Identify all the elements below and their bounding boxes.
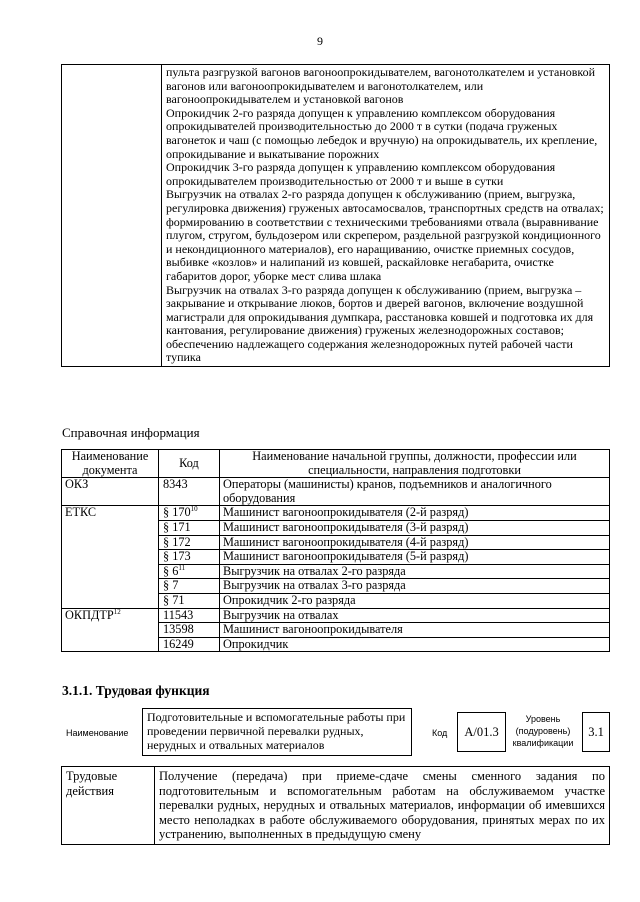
name-cell: Выгрузчик на отвалах 2-го разряда [220,564,610,579]
level-value-box: 3.1 [582,712,610,752]
code-cell: 16249 [159,637,220,652]
code-cell: 8343 [159,478,220,506]
code-cell: § 7 [159,579,220,594]
table-row [62,478,610,506]
page-number: 9 [317,34,323,48]
name-cell: Опрокидчик 2-го разряда [220,593,610,608]
labor-actions-table [61,766,610,845]
reference-table [61,449,610,652]
name-cell: Машинист вагоноопрокидывателя (3-й разряд) [220,520,610,535]
doc-cell: ОКЗ [62,478,159,506]
paragraph: Выгрузчик на отвалах 2-го разряда допущен к обслуживанию (прием, выгрузка, регулировка движения) груженых автосамосвалов, транспортных средств на отвалах; формированию в соответствии с техническими требованиями отвала (выравнивание плугом, стругом, бульдозером или скрепером, раздельной разгрузкой кондиционного и некондиционного материалов), его наращиванию, очистке приемных сосудов, выбивке «козлов» и налипаний из ковшей, раскайловке негабарита, очистке габаритов дорог, уборке мест слива шлака [166,187,604,283]
code-cell: § $6^{11}$ [159,564,220,579]
code-cell: § 172 [159,535,220,550]
paragraph: Опрокидчик 2-го разряда допущен к управлению комплексом оборудования опрокидывателей производительностью до 2000 т в сутки (подача груженых вагонеток и чаш (с помощью лебедок и вручную) на опрокидыватель, их крепление, опрокидывание и выкатывание порожних [166,105,598,161]
code-cell: § 71 [159,593,220,608]
actions-label: Трудовые действия [62,767,155,845]
paragraph: пульта разгрузкой вагонов вагоноопрокидывателем, вагонотолкателем и установкой вагонов или вагоноопрокидывателем и вагонотолкателем, или вагоноопрокидывателем и установкой вагонов [166,65,596,107]
paragraph: Выгрузчик на отвалах 3-го разряда допущен к обслуживанию (прием, выгрузка – закрывание и открывание люков, бортов и дверей вагонов, включение воздушной магистрали для опрокидывания думпкара, расстановка ковшей и подготовка их для кантования, регулирование движения) груженых железнодорожных составов; обеспечению надлежащего содержания железнодорожных путей рабочей части тупика [166,282,594,365]
name-cell: Выгрузчик на отвалах 3-го разряда [220,579,610,594]
table-row [62,608,610,623]
function-code-box: А/01.3 [457,712,506,752]
code-cell: § 171 [159,520,220,535]
paragraph: Опрокидчик 3-го разряда допущен к управлению комплексом оборудования опрокидывателем производительностью от 2000 т и выше в сутки [166,160,556,188]
name-cell: Машинист вагоноопрокидывателя (2-й разряд) [220,506,610,521]
name-cell: Машинист вагоноопрокидывателя (5-й разряд) [220,550,610,565]
name-cell: Операторы (машинисты) кранов, подъемников и аналогичного оборудования [220,478,610,506]
code-cell: § $170^{10}$ [159,506,220,521]
requirements-cell [162,65,610,367]
code-cell: § 173 [159,550,220,565]
name-cell: Опрокидчик [220,637,610,652]
function-name-box: Подготовительные и вспомогательные работы при проведении первичной перевалки рудных, нерудных и отвальных материалов [142,708,412,756]
doc-cell: ЕТКС [62,506,159,608]
name-label: Наименование [66,728,129,738]
section-heading: 3.1.1. Трудовая функция [62,683,210,698]
doc-cell: ОКПДТР$^{12}$ [62,608,159,652]
code-label: Код [432,728,448,738]
name-cell: Машинист вагоноопрокидывателя [220,623,610,638]
col-header-document: Наименование документа [62,450,159,478]
reference-title: Справочная информация [62,425,200,440]
qualification-table-continued [61,64,610,367]
code-cell: 11543 [159,608,220,623]
empty-cell [62,65,162,367]
col-header-code: Код [159,450,220,478]
name-cell: Машинист вагоноопрокидывателя (4-й разряд) [220,535,610,550]
name-cell: Выгрузчик на отвалах [220,608,610,623]
level-label: Уровень (подуровень) квалификации [512,714,574,748]
code-cell: 13598 [159,623,220,638]
col-header-name: Наименование начальной группы, должности, профессии или специальности, направления подготовки [220,450,610,478]
actions-text: Получение (передача) при приеме-сдаче смены сменного задания по подготовительным и вспомогательным работам на обслуживаемом участке перевалки рудных, нерудных и отвальных материалов, информации об имевшихся место неполадках в работе обслуживаемого оборудования, принятых мерах по их устранению, выполненных в предыдущую смену [155,767,610,845]
table-row [62,506,610,521]
